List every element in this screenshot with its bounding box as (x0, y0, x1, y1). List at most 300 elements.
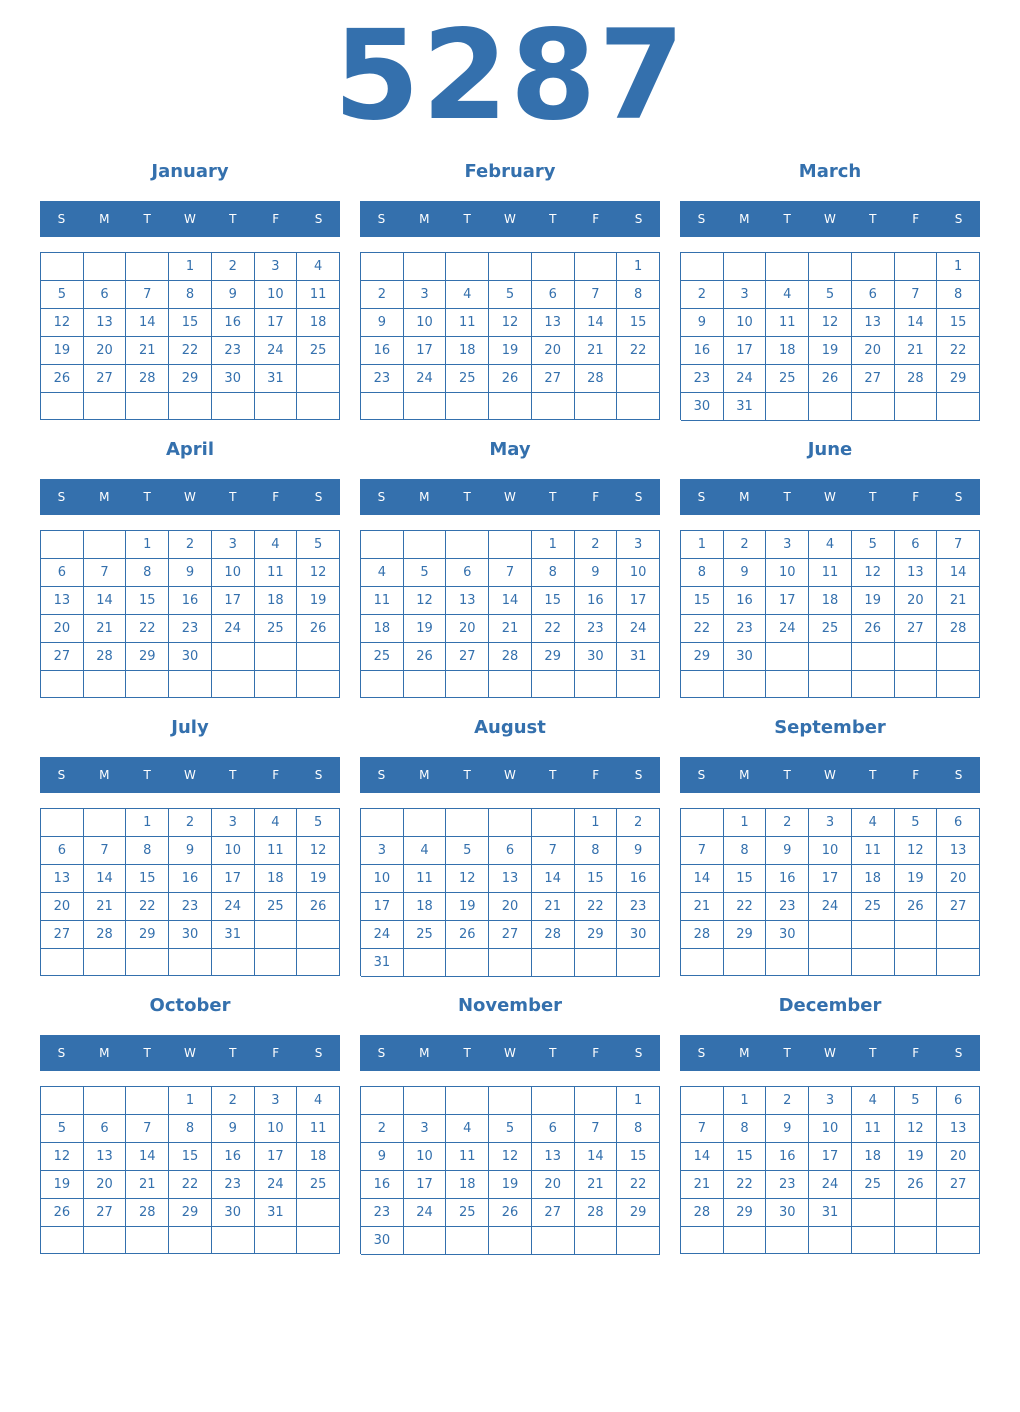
day-cell: 6 (532, 281, 575, 309)
day-cell: 20 (532, 337, 575, 365)
empty-cell (361, 531, 404, 559)
empty-cell (361, 809, 404, 837)
day-cell: 13 (84, 309, 127, 337)
day-cell: 27 (489, 921, 532, 949)
weekday-label: T (869, 490, 877, 504)
day-cell: 16 (681, 337, 724, 365)
weekday-label: S (954, 768, 963, 782)
empty-cell (766, 1227, 809, 1254)
day-cell: 18 (809, 587, 852, 615)
day-cell: 19 (895, 1143, 938, 1171)
empty-cell (297, 643, 340, 671)
day-cell: 8 (617, 1115, 660, 1143)
day-cell: 19 (41, 337, 84, 365)
day-cell: 8 (532, 559, 575, 587)
month-name: September (774, 717, 886, 738)
weekday-label: M (99, 212, 110, 226)
weekday-label: T (463, 1046, 471, 1060)
day-cell: 7 (681, 837, 724, 865)
month-name: December (778, 995, 882, 1016)
day-cell: 18 (446, 337, 489, 365)
weekday-label: M (419, 768, 430, 782)
day-cell: 22 (169, 337, 212, 365)
day-cell: 16 (766, 1143, 809, 1171)
day-cell: 9 (766, 1115, 809, 1143)
day-cell: 22 (937, 337, 980, 365)
day-cell: 10 (255, 1115, 298, 1143)
weekday-label: T (869, 212, 877, 226)
day-cell: 9 (575, 559, 618, 587)
empty-cell (84, 531, 127, 559)
day-cell: 12 (446, 865, 489, 893)
day-cell: 28 (532, 921, 575, 949)
empty-cell (361, 253, 404, 281)
empty-cell (937, 671, 980, 698)
day-cell: 3 (212, 531, 255, 559)
day-cell: 22 (532, 615, 575, 643)
day-cell: 15 (126, 587, 169, 615)
empty-cell (489, 393, 532, 420)
day-cell: 4 (404, 837, 447, 865)
day-cell: 29 (126, 921, 169, 949)
day-cell: 29 (532, 643, 575, 671)
empty-cell (895, 1227, 938, 1254)
day-cell: 26 (41, 365, 84, 393)
day-cell: 20 (489, 893, 532, 921)
weekday-label: W (824, 212, 836, 226)
day-cell: 1 (724, 1087, 767, 1115)
day-cell: 7 (681, 1115, 724, 1143)
day-cell: 15 (617, 1143, 660, 1171)
day-cell: 9 (212, 281, 255, 309)
day-cell: 2 (361, 281, 404, 309)
day-cell: 14 (681, 1143, 724, 1171)
day-cell: 12 (895, 837, 938, 865)
day-cell: 25 (446, 365, 489, 393)
empty-cell (84, 1087, 127, 1115)
day-cell: 18 (297, 1143, 340, 1171)
weekday-label: T (229, 1046, 237, 1060)
empty-cell (532, 671, 575, 698)
day-cell: 1 (126, 531, 169, 559)
day-cell: 13 (446, 587, 489, 615)
day-cell: 1 (575, 809, 618, 837)
day-cell: 2 (724, 531, 767, 559)
empty-cell (724, 1227, 767, 1254)
month-name: June (807, 439, 853, 460)
day-cell: 11 (361, 587, 404, 615)
empty-cell (852, 393, 895, 421)
empty-cell (41, 671, 84, 698)
day-cell: 23 (766, 893, 809, 921)
day-grid (680, 1086, 980, 1254)
day-cell: 27 (41, 643, 84, 671)
day-cell: 12 (809, 309, 852, 337)
day-cell: 10 (617, 559, 660, 587)
weekday-label: T (229, 490, 237, 504)
day-grid (40, 530, 340, 698)
day-cell: 5 (404, 559, 447, 587)
empty-cell (489, 1087, 532, 1115)
day-cell: 8 (126, 559, 169, 587)
day-cell: 3 (766, 531, 809, 559)
day-cell: 2 (681, 281, 724, 309)
weekday-label: W (184, 768, 196, 782)
day-cell: 21 (489, 615, 532, 643)
day-cell: 24 (766, 615, 809, 643)
day-cell: 3 (404, 1115, 447, 1143)
day-cell: 2 (212, 253, 255, 281)
day-cell: 10 (255, 281, 298, 309)
weekday-label: S (377, 1046, 386, 1060)
day-cell: 17 (361, 893, 404, 921)
day-cell: 12 (489, 309, 532, 337)
empty-cell (895, 253, 938, 281)
weekday-label: M (739, 490, 750, 504)
empty-cell (617, 365, 660, 393)
weekday-label: F (592, 1046, 600, 1060)
day-cell: 12 (41, 309, 84, 337)
day-cell: 23 (212, 1171, 255, 1199)
weekday-label: S (377, 768, 386, 782)
empty-cell (404, 671, 447, 698)
day-cell: 18 (255, 587, 298, 615)
month-name: March (798, 161, 862, 182)
weekday-header (40, 1035, 340, 1071)
day-cell: 26 (404, 643, 447, 671)
day-cell: 14 (575, 1143, 618, 1171)
day-cell: 13 (41, 865, 84, 893)
empty-cell (489, 531, 532, 559)
day-cell: 8 (681, 559, 724, 587)
day-cell: 27 (84, 1199, 127, 1227)
empty-cell (532, 1087, 575, 1115)
day-cell: 30 (212, 1199, 255, 1227)
day-cell: 14 (681, 865, 724, 893)
day-cell: 21 (681, 1171, 724, 1199)
empty-cell (84, 949, 127, 976)
day-cell: 11 (852, 1115, 895, 1143)
month-name: February (464, 161, 556, 182)
empty-cell (617, 1227, 660, 1255)
empty-cell (404, 949, 447, 977)
day-cell: 8 (575, 837, 618, 865)
empty-cell (681, 253, 724, 281)
day-cell: 6 (84, 1115, 127, 1143)
day-cell: 29 (724, 921, 767, 949)
day-cell: 29 (169, 1199, 212, 1227)
day-cell: 12 (852, 559, 895, 587)
empty-cell (809, 949, 852, 976)
day-cell: 27 (895, 615, 938, 643)
empty-cell (41, 393, 84, 420)
day-cell: 15 (617, 309, 660, 337)
weekday-label: T (783, 768, 791, 782)
day-cell: 22 (126, 615, 169, 643)
weekday-label: M (99, 768, 110, 782)
weekday-label: M (739, 212, 750, 226)
month-name: October (149, 995, 231, 1016)
day-cell: 28 (84, 643, 127, 671)
day-cell: 23 (681, 365, 724, 393)
day-cell: 1 (617, 253, 660, 281)
day-cell: 3 (255, 253, 298, 281)
empty-cell (895, 1199, 938, 1227)
empty-cell (809, 1227, 852, 1254)
day-cell: 4 (255, 531, 298, 559)
day-cell: 24 (404, 1199, 447, 1227)
empty-cell (212, 643, 255, 671)
weekday-label: T (143, 490, 151, 504)
day-cell: 6 (41, 837, 84, 865)
day-cell: 4 (297, 1087, 340, 1115)
day-cell: 5 (446, 837, 489, 865)
weekday-header (680, 1035, 980, 1071)
empty-cell (84, 1227, 127, 1254)
day-cell: 3 (212, 809, 255, 837)
weekday-label: W (504, 490, 516, 504)
empty-cell (809, 643, 852, 671)
day-cell: 22 (169, 1171, 212, 1199)
day-cell: 10 (809, 837, 852, 865)
empty-cell (84, 393, 127, 420)
day-cell: 10 (212, 837, 255, 865)
day-cell: 7 (84, 837, 127, 865)
day-cell: 12 (489, 1143, 532, 1171)
weekday-label: W (504, 768, 516, 782)
day-cell: 1 (169, 253, 212, 281)
day-grid (40, 1086, 340, 1254)
empty-cell (575, 1227, 618, 1255)
weekday-header (680, 201, 980, 237)
day-cell: 22 (617, 337, 660, 365)
weekday-label: S (377, 490, 386, 504)
day-cell: 21 (575, 337, 618, 365)
day-cell: 6 (937, 1087, 980, 1115)
day-cell: 15 (169, 309, 212, 337)
empty-cell (724, 671, 767, 698)
weekday-header (680, 757, 980, 793)
empty-cell (766, 393, 809, 421)
day-cell: 16 (169, 865, 212, 893)
day-cell: 2 (575, 531, 618, 559)
day-cell: 23 (361, 365, 404, 393)
day-cell: 25 (446, 1199, 489, 1227)
empty-cell (489, 809, 532, 837)
day-cell: 16 (724, 587, 767, 615)
day-cell: 9 (361, 309, 404, 337)
day-cell: 2 (169, 809, 212, 837)
day-cell: 20 (937, 1143, 980, 1171)
day-cell: 13 (532, 309, 575, 337)
day-cell: 14 (126, 1143, 169, 1171)
weekday-label: S (314, 768, 323, 782)
day-cell: 23 (575, 615, 618, 643)
day-cell: 27 (41, 921, 84, 949)
day-cell: 11 (404, 865, 447, 893)
empty-cell (361, 671, 404, 698)
day-cell: 19 (895, 865, 938, 893)
weekday-label: S (314, 490, 323, 504)
day-cell: 5 (297, 531, 340, 559)
empty-cell (937, 921, 980, 949)
day-cell: 9 (617, 837, 660, 865)
empty-cell (212, 393, 255, 420)
weekday-label: T (783, 1046, 791, 1060)
day-cell: 26 (297, 615, 340, 643)
day-cell: 5 (41, 1115, 84, 1143)
day-cell: 6 (84, 281, 127, 309)
day-cell: 4 (852, 1087, 895, 1115)
weekday-label: T (229, 768, 237, 782)
empty-cell (852, 1199, 895, 1227)
month-name: April (165, 439, 215, 460)
empty-cell (724, 949, 767, 976)
day-cell: 21 (84, 893, 127, 921)
day-cell: 12 (41, 1143, 84, 1171)
day-cell: 24 (212, 893, 255, 921)
day-cell: 26 (895, 893, 938, 921)
day-cell: 13 (41, 587, 84, 615)
weekday-label: W (824, 1046, 836, 1060)
weekday-label: M (419, 1046, 430, 1060)
day-cell: 8 (937, 281, 980, 309)
day-cell: 27 (852, 365, 895, 393)
day-cell: 16 (361, 1171, 404, 1199)
empty-cell (297, 671, 340, 698)
empty-cell (809, 393, 852, 421)
weekday-label: F (272, 212, 280, 226)
empty-cell (446, 671, 489, 698)
day-cell: 23 (361, 1199, 404, 1227)
day-cell: 16 (766, 865, 809, 893)
empty-cell (297, 393, 340, 420)
weekday-label: S (954, 212, 963, 226)
day-cell: 9 (212, 1115, 255, 1143)
day-cell: 4 (255, 809, 298, 837)
day-cell: 28 (126, 365, 169, 393)
day-cell: 5 (297, 809, 340, 837)
day-cell: 8 (617, 281, 660, 309)
day-cell: 20 (937, 865, 980, 893)
empty-cell (575, 671, 618, 698)
empty-cell (446, 531, 489, 559)
empty-cell (575, 393, 618, 420)
day-cell: 28 (681, 921, 724, 949)
empty-cell (446, 1227, 489, 1255)
empty-cell (937, 949, 980, 976)
empty-cell (297, 365, 340, 393)
day-cell: 20 (852, 337, 895, 365)
month-name: January (151, 161, 229, 182)
day-cell: 4 (446, 1115, 489, 1143)
day-cell: 22 (724, 1171, 767, 1199)
day-cell: 28 (489, 643, 532, 671)
month-name: July (171, 717, 209, 738)
day-cell: 22 (724, 893, 767, 921)
weekday-label: T (463, 212, 471, 226)
weekday-label: F (912, 1046, 920, 1060)
weekday-label: T (783, 490, 791, 504)
weekday-label: S (954, 1046, 963, 1060)
day-cell: 20 (895, 587, 938, 615)
day-cell: 10 (212, 559, 255, 587)
day-cell: 25 (852, 893, 895, 921)
weekday-header (360, 757, 660, 793)
day-cell: 7 (895, 281, 938, 309)
day-cell: 29 (169, 365, 212, 393)
empty-cell (41, 809, 84, 837)
day-cell: 3 (617, 531, 660, 559)
day-cell: 8 (169, 1115, 212, 1143)
empty-cell (255, 643, 298, 671)
day-cell: 19 (297, 865, 340, 893)
day-cell: 26 (446, 921, 489, 949)
empty-cell (255, 671, 298, 698)
day-cell: 12 (895, 1115, 938, 1143)
empty-cell (575, 253, 618, 281)
day-cell: 5 (489, 1115, 532, 1143)
day-cell: 20 (532, 1171, 575, 1199)
empty-cell (446, 1087, 489, 1115)
day-cell: 14 (532, 865, 575, 893)
day-cell: 11 (297, 1115, 340, 1143)
day-cell: 24 (404, 365, 447, 393)
day-cell: 19 (297, 587, 340, 615)
empty-cell (126, 1227, 169, 1254)
empty-cell (724, 253, 767, 281)
empty-cell (852, 253, 895, 281)
weekday-label: M (739, 768, 750, 782)
day-cell: 1 (617, 1087, 660, 1115)
weekday-label: S (634, 1046, 643, 1060)
day-cell: 9 (681, 309, 724, 337)
month-name: August (474, 717, 546, 738)
day-cell: 18 (361, 615, 404, 643)
day-cell: 20 (41, 615, 84, 643)
empty-cell (852, 1227, 895, 1254)
day-cell: 26 (852, 615, 895, 643)
weekday-label: M (419, 212, 430, 226)
weekday-label: W (824, 768, 836, 782)
day-cell: 21 (532, 893, 575, 921)
empty-cell (169, 671, 212, 698)
day-cell: 10 (724, 309, 767, 337)
day-cell: 27 (532, 365, 575, 393)
day-cell: 27 (532, 1199, 575, 1227)
day-cell: 30 (575, 643, 618, 671)
month-name: May (489, 439, 531, 460)
day-cell: 20 (84, 337, 127, 365)
empty-cell (126, 253, 169, 281)
day-cell: 25 (255, 615, 298, 643)
day-cell: 15 (169, 1143, 212, 1171)
empty-cell (617, 949, 660, 977)
day-cell: 16 (361, 337, 404, 365)
empty-cell (297, 1227, 340, 1254)
day-cell: 22 (575, 893, 618, 921)
empty-cell (361, 393, 404, 420)
day-cell: 23 (169, 615, 212, 643)
day-cell: 9 (169, 837, 212, 865)
day-grid (360, 1086, 660, 1254)
day-cell: 31 (212, 921, 255, 949)
day-cell: 8 (169, 281, 212, 309)
weekday-label: F (592, 212, 600, 226)
day-cell: 2 (766, 809, 809, 837)
day-cell: 17 (766, 587, 809, 615)
day-cell: 26 (489, 1199, 532, 1227)
